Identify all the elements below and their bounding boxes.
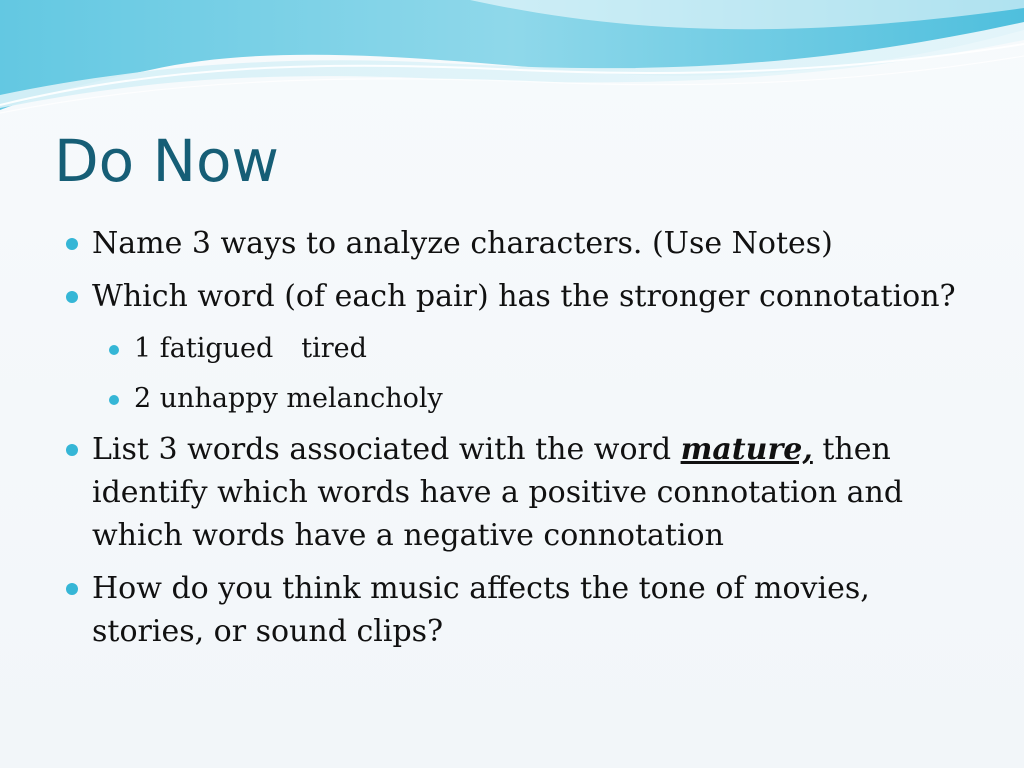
bullet-text: How do you think music affects the tone of movies, stories, or sound clips? [92, 571, 870, 649]
bullet-text-before: List 3 words associated with the word [92, 432, 681, 467]
sub-bullet-text-b: tired [301, 333, 367, 364]
slide-title: Do Now [54, 127, 279, 195]
bullet-item-3 [62, 428, 962, 557]
bullet-text: Name 3 ways to analyze characters. (Use Notes) [92, 226, 833, 261]
bullet-item-4 [62, 567, 962, 653]
decorative-wave-header [0, 0, 1024, 125]
bullet-list [62, 222, 962, 663]
bullet-text-after: then identify which words have a positive connotation and which words have a negative connotation [92, 432, 904, 553]
sub-bullet-text-a: 1 fatigued [134, 333, 274, 364]
sub-bullet-item-1 [62, 328, 962, 370]
bullet-item-2 [62, 275, 962, 318]
bullet-dot-icon [66, 238, 78, 250]
sub-bullet-text: 2 unhappy melancholy [134, 383, 443, 414]
bullet-dot-icon [109, 345, 119, 355]
emphasized-word: mature, [680, 432, 813, 467]
bullet-dot-icon [66, 291, 78, 303]
bullet-text: Which word (of each pair) has the stronger connotation? [92, 279, 956, 314]
sub-bullet-item-2 [62, 378, 962, 420]
bullet-dot-icon [66, 583, 78, 595]
bullet-dot-icon [66, 444, 78, 456]
bullet-item-1 [62, 222, 962, 265]
bullet-dot-icon [109, 395, 119, 405]
